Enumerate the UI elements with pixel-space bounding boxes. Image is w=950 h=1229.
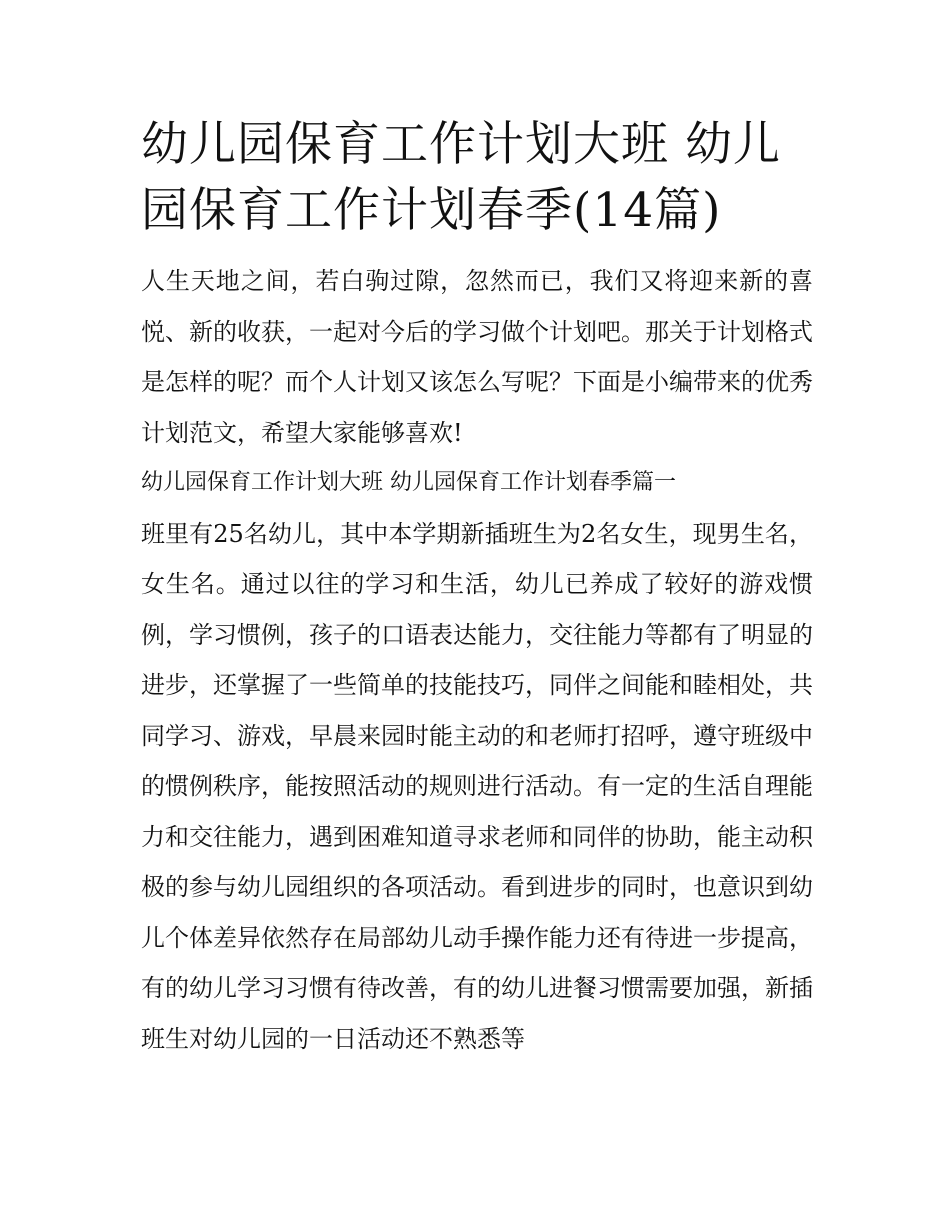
document-content bbox=[141, 112, 813, 1064]
document-title: 幼儿园保育工作计划大班 幼儿园保育工作计划春季(14篇) bbox=[141, 117, 781, 238]
section-heading: 幼儿园保育工作计划大班 幼儿园保育工作计划春季篇一 bbox=[141, 470, 676, 495]
body-paragraph: 班里有25名幼儿，其中本学期新插班生为2名女生，现男生名，女生名。通过以往的学习和生活，幼儿已养成了较好的游戏惯例，学习惯例，孩子的口语表达能力，交往能力等都有了明显的进步，还掌握了一些简单的技能技巧，同伴之间能和睦相处，共同学习、游戏，早晨来园时能主动的和老师打招呼，遵守班级中的惯例秩序，能按照活动的规则进行活动。有一定的生活自理能力和交往能力，遇到困难知道寻求老师和同伴的协助，能主动积极的参与幼儿园组织的各项活动。看到进步的同时，也意识到幼儿个体差异依然存在局部幼儿动手操作能力还有待进一步提高，有的幼儿学习习惯有待改善，有的幼儿进餐习惯需要加强，新插班生对幼儿园的一日活动还不熟悉等 bbox=[141, 519, 813, 1053]
intro-paragraph: 人生天地之间，若白驹过隙，忽然而已，我们又将迎来新的喜悦、新的收获，一起对今后的学习做个计划吧。那关于计划格式是怎样的呢？而个人计划又该怎么写呢？下面是小编带来的优秀计划范文，希望大家能够喜欢! bbox=[141, 267, 813, 447]
